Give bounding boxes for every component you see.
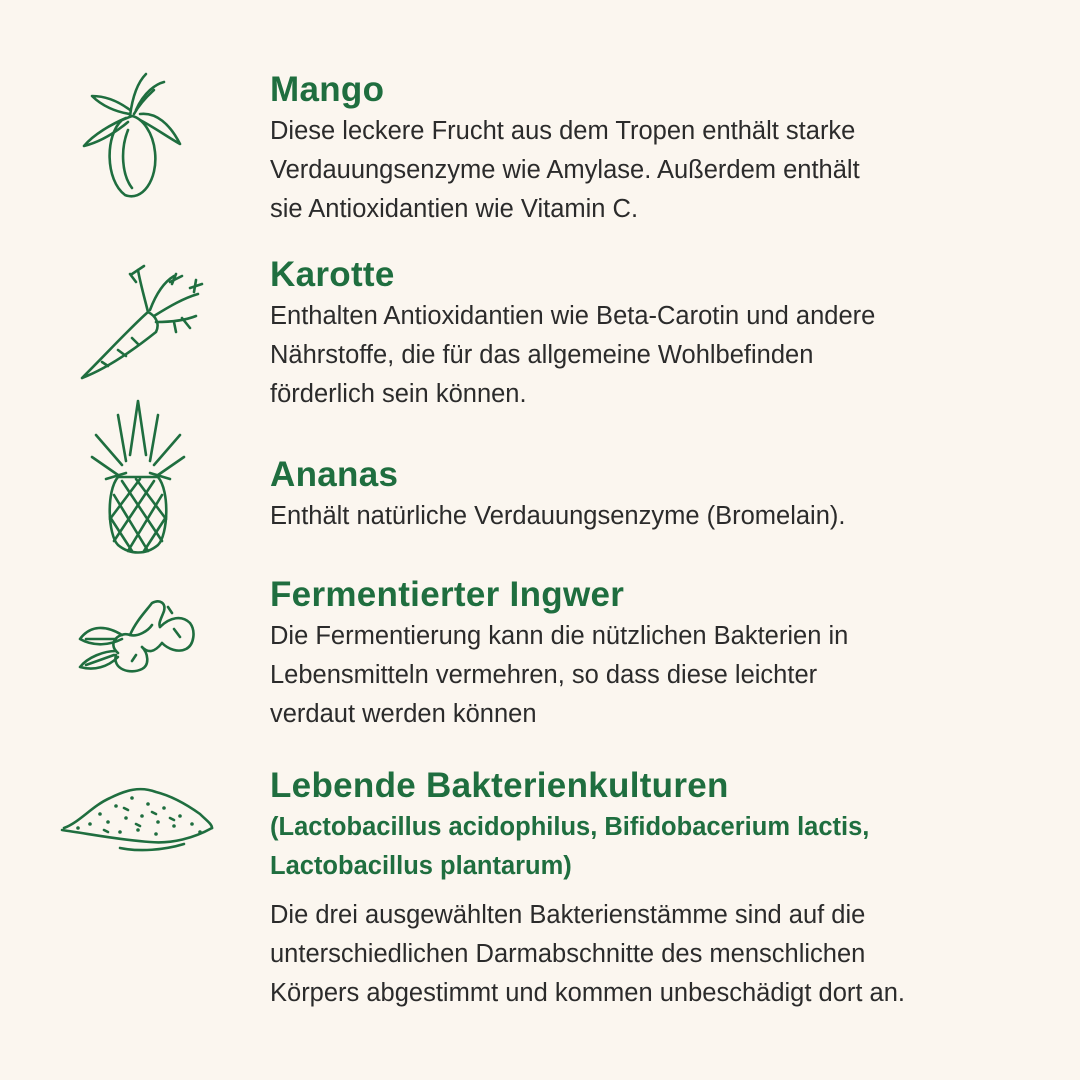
bakterienkulturen-description-line-2: unterschiedlichen Darmabschnitte des menschlichen	[270, 940, 866, 968]
ananas-title: Ananas	[270, 455, 399, 494]
mango-icon	[80, 70, 190, 205]
ingwer-description-line-1: Die Fermentierung kann die nützlichen Bakterien in	[270, 622, 849, 650]
ginger-icon	[76, 595, 202, 679]
bakterienkulturen-title: Lebende Bakterienkulturen	[270, 766, 729, 805]
karotte-description-line-1: Enthalten Antioxidantien wie Beta-Carotin und andere	[270, 302, 876, 330]
mango-description-line-1: Diese leckere Frucht aus dem Tropen enthält starke	[270, 117, 856, 145]
karotte-title: Karotte	[270, 255, 395, 294]
bakterienkulturen-subtitle-line-1: (Lactobacillus acidophilus, Bifidobacerium lactis,	[270, 813, 870, 841]
pineapple-icon	[88, 395, 188, 557]
ingwer-description-line-3: verdaut werden können	[270, 700, 537, 728]
ingwer-description-line-2: Lebensmitteln vermehren, so dass diese leichter	[270, 661, 818, 689]
karotte-description-line-2: Nährstoffe, die für das allgemeine Wohlbefinden	[270, 341, 814, 369]
carrot-icon	[78, 260, 208, 382]
mango-description-line-2: Verdauungsenzyme wie Amylase. Außerdem enthält	[270, 156, 860, 184]
ananas-description-line-1: Enthält natürliche Verdauungsenzyme (Bromelain).	[270, 502, 846, 530]
mango-title: Mango	[270, 70, 385, 109]
powder-heap-icon	[60, 782, 216, 854]
karotte-description-line-3: förderlich sein können.	[270, 380, 527, 408]
bakterienkulturen-description-line-1: Die drei ausgewählten Bakterienstämme sind auf die	[270, 901, 866, 929]
ingwer-title: Fermentierter Ingwer	[270, 575, 625, 614]
bakterienkulturen-subtitle-line-2: Lactobacillus plantarum)	[270, 852, 572, 880]
bakterienkulturen-description-line-3: Körpers abgestimmt und kommen unbeschädigt dort an.	[270, 979, 906, 1007]
mango-description-line-3: sie Antioxidantien wie Vitamin C.	[270, 195, 639, 223]
